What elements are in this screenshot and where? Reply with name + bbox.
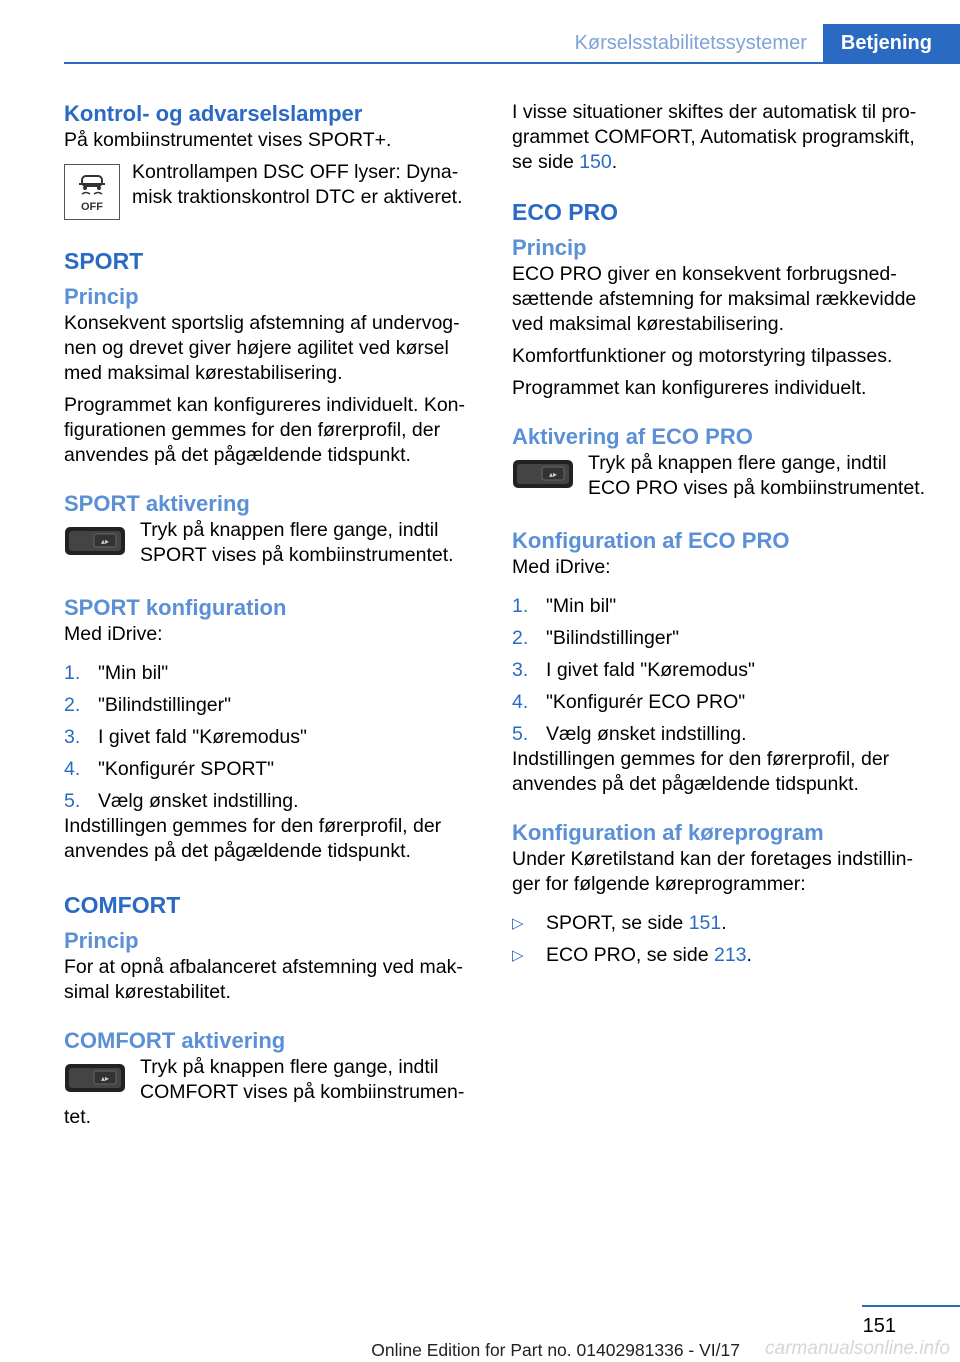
page-link[interactable]: 213 bbox=[713, 944, 747, 966]
dsc-off-row bbox=[64, 160, 480, 220]
list-item: 2. "Bilindstillinger" bbox=[64, 694, 232, 716]
kontrol-heading: Kontrol- og advarselslamper bbox=[64, 101, 363, 126]
sport-configuration-heading: SPORT konfiguration bbox=[64, 595, 287, 620]
sport-heading: SPORT bbox=[64, 248, 144, 274]
eco-comfort-text: Komfortfunktioner og motorstyring tilpasses. bbox=[512, 345, 893, 367]
tab-betjening: Betjening bbox=[823, 24, 960, 62]
page-link[interactable]: 150 bbox=[579, 151, 612, 173]
eco-activation-text: Tryk på knappen flere gange, indtil ECO PRO vises på kombiinstrumentet. bbox=[588, 452, 926, 499]
sport-steps bbox=[64, 661, 480, 814]
eco-saved-text: Indstillingen gemmes for den førerprofil, der anvendes på det pågældende tidspunkt. bbox=[512, 748, 890, 795]
sport-config-text: Programmet kan konfigureres individuelt. Konfigurationen gemmes for den førerprofil, der anvendes på det pågældende tidspunkt. bbox=[64, 394, 466, 466]
sport-activation-row bbox=[64, 518, 480, 568]
driving-mode-button-icon bbox=[64, 524, 126, 558]
list-item: ▷ ECO PRO, se side 213. bbox=[512, 944, 752, 966]
triangle-bullet-icon: ▷ bbox=[512, 947, 524, 964]
eco-configuration-heading: Konfiguration af ECO PRO bbox=[512, 528, 790, 553]
program-text: Under Køretilstand kan der foretages indstillinger for følgende køreprogrammer: bbox=[512, 848, 914, 895]
page-number: 151 bbox=[862, 1315, 896, 1337]
right-column bbox=[512, 100, 932, 975]
comfort-princip-heading: Princip bbox=[64, 928, 139, 953]
watermark: carmanualsonline.info bbox=[765, 1338, 950, 1359]
left-column bbox=[64, 100, 480, 1130]
eco-activation-row bbox=[512, 451, 932, 501]
dsc-off-icon-label: OFF bbox=[81, 201, 103, 213]
sport-activation-text: Tryk på knappen flere gange, indtil SPORT vises på kombiinstrumentet. bbox=[140, 519, 454, 566]
footer-rule bbox=[862, 1305, 960, 1307]
comfort-princip-text: For at opnå afbalanceret afstemning ved maksimal kørestabilitet. bbox=[64, 956, 463, 1003]
list-item: 5. Vælg ønsket indstilling. bbox=[512, 723, 747, 745]
dsc-off-lamp-icon bbox=[64, 164, 120, 220]
comfort-activation-heading: COMFORT aktivering bbox=[64, 1028, 286, 1053]
auto-switch-text: I visse situationer skiftes der automatisk til programmet COMFORT, Automatisk programskift, se side 150. bbox=[512, 101, 917, 173]
page-link[interactable]: 151 bbox=[688, 912, 722, 934]
list-item: 1. "Min bil" bbox=[512, 595, 617, 617]
section-title: Kørselsstabilitetssystemer bbox=[574, 31, 807, 54]
list-item: 3. I givet fald "Køremodus" bbox=[512, 659, 755, 681]
header-tabs bbox=[575, 24, 960, 62]
comfort-activation-row bbox=[64, 1055, 480, 1130]
eco-activation-heading: Aktivering af ECO PRO bbox=[512, 424, 753, 449]
svg-text:▴▸: ▴▸ bbox=[100, 537, 110, 546]
comfort-activation-text: Tryk på knappen flere gange, indtil COMFORT vises på kombiinstrumentet. bbox=[64, 1056, 465, 1128]
sport-configuration-intro: Med iDrive: bbox=[64, 623, 163, 645]
eco-steps bbox=[512, 594, 932, 747]
comfort-heading: COMFORT bbox=[64, 892, 181, 918]
driving-mode-button-icon bbox=[512, 457, 574, 491]
triangle-bullet-icon: ▷ bbox=[512, 915, 524, 932]
svg-text:▴▸: ▴▸ bbox=[548, 470, 558, 479]
eco-princip-text: ECO PRO giver en konsekvent forbrugsnedsættende afstemning for maksimal rækkevidde ved maksimal kørestabilisering. bbox=[512, 263, 917, 335]
eco-princip-heading: Princip bbox=[512, 235, 587, 260]
program-list bbox=[512, 911, 932, 968]
eco-configuration-intro: Med iDrive: bbox=[512, 556, 611, 578]
list-item: 3. I givet fald "Køremodus" bbox=[64, 726, 307, 748]
svg-text:▴▸: ▴▸ bbox=[100, 1074, 110, 1083]
driving-mode-button-icon bbox=[64, 1061, 126, 1095]
list-item: ▷ SPORT, se side 151. bbox=[512, 912, 727, 934]
sport-princip-text: Konsekvent sportslig afstemning af undervognen og drevet giver højere agilitet ved kørsel med maksimal kørestabilisering. bbox=[64, 312, 460, 384]
dsc-text: Kontrollampen DSC OFF lyser: Dynamisk traktionskontrol DTC er aktiveret. bbox=[132, 161, 463, 208]
sport-princip-heading: Princip bbox=[64, 284, 139, 309]
program-heading: Konfiguration af køreprogram bbox=[512, 820, 824, 845]
list-item: 5. Vælg ønsket indstilling. bbox=[64, 790, 299, 812]
edition-text: Online Edition for Part no. 01402981336 - VI/17 bbox=[371, 1340, 740, 1360]
header-rule bbox=[64, 62, 960, 64]
list-item: 4. "Konfigurér ECO PRO" bbox=[512, 691, 746, 713]
sport-saved-text: Indstillingen gemmes for den førerprofil, der anvendes på det pågældende tidspunkt. bbox=[64, 815, 442, 862]
list-item: 2. "Bilindstillinger" bbox=[512, 627, 680, 649]
list-item: 1. "Min bil" bbox=[64, 662, 169, 684]
kontrol-text: På kombiinstrumentet vises SPORT+. bbox=[64, 129, 392, 151]
sport-activation-heading: SPORT aktivering bbox=[64, 491, 250, 516]
list-item: 4. "Konfigurér SPORT" bbox=[64, 758, 275, 780]
eco-heading: ECO PRO bbox=[512, 199, 619, 225]
eco-config-text: Programmet kan konfigureres individuelt. bbox=[512, 377, 867, 399]
